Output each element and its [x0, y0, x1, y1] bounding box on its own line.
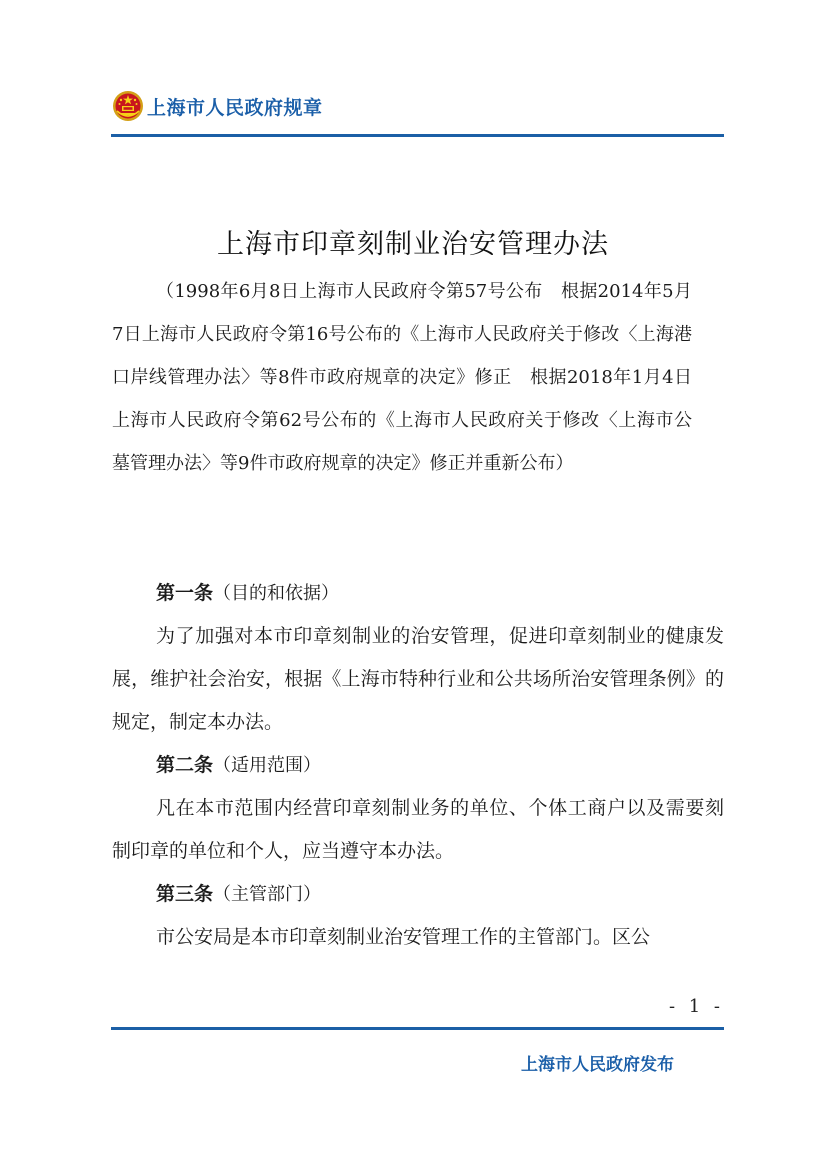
- document-title: 上海市印章刻制业治安管理办法: [217, 229, 609, 260]
- article-number: 第三条: [156, 883, 214, 905]
- article-subject: （适用范围）: [213, 755, 322, 776]
- article-heading: [112, 873, 724, 916]
- article-text: 凡在本市范围内经营印章刻制业务的单位、个体工商户以及需要刻制印章的单位和个人，应当遵守本办法。: [112, 797, 724, 862]
- footer-publisher: 上海市人民政府发布: [521, 1055, 674, 1075]
- national-emblem-icon: [112, 90, 144, 122]
- page-number: - 1 -: [668, 996, 724, 1017]
- article-heading: [112, 572, 724, 615]
- article-2: [112, 744, 724, 873]
- article-number: 第二条: [156, 754, 214, 776]
- header-divider: [111, 134, 724, 137]
- article-number: 第一条: [156, 582, 214, 604]
- article-heading: [112, 744, 724, 787]
- article-subject: （目的和依据）: [213, 583, 340, 604]
- article-3: [112, 873, 724, 959]
- page-header: [112, 88, 323, 124]
- article-1: [112, 572, 724, 744]
- promulgation-note: （1998年6月8日上海市人民政府令第57号公布 根据2014年5月7日上海市人民政府令第16号公布的《上海市人民政府关于修改〈上海港口岸线管理办法〉等8件市政府规章的决定》修正 根据2018年1月4日上海市人民政府令第62号公布的《上海市人民政府关于修改〈上海市公墓管理办法〉等9件市政府规章的决定》修正并重新公布）: [112, 281, 692, 474]
- header-title: 上海市人民政府规章: [147, 96, 323, 119]
- footer-divider: [111, 1027, 724, 1030]
- article-text: 市公安局是本市印章刻制业治安管理工作的主管部门。区公: [156, 926, 651, 948]
- article-subject: （主管部门）: [213, 884, 322, 905]
- article-text: 为了加强对本市印章刻制业的治安管理，促进印章刻制业的健康发展，维护社会治安，根据《上海市特种行业和公共场所治安管理条例》的规定，制定本办法。: [112, 625, 724, 733]
